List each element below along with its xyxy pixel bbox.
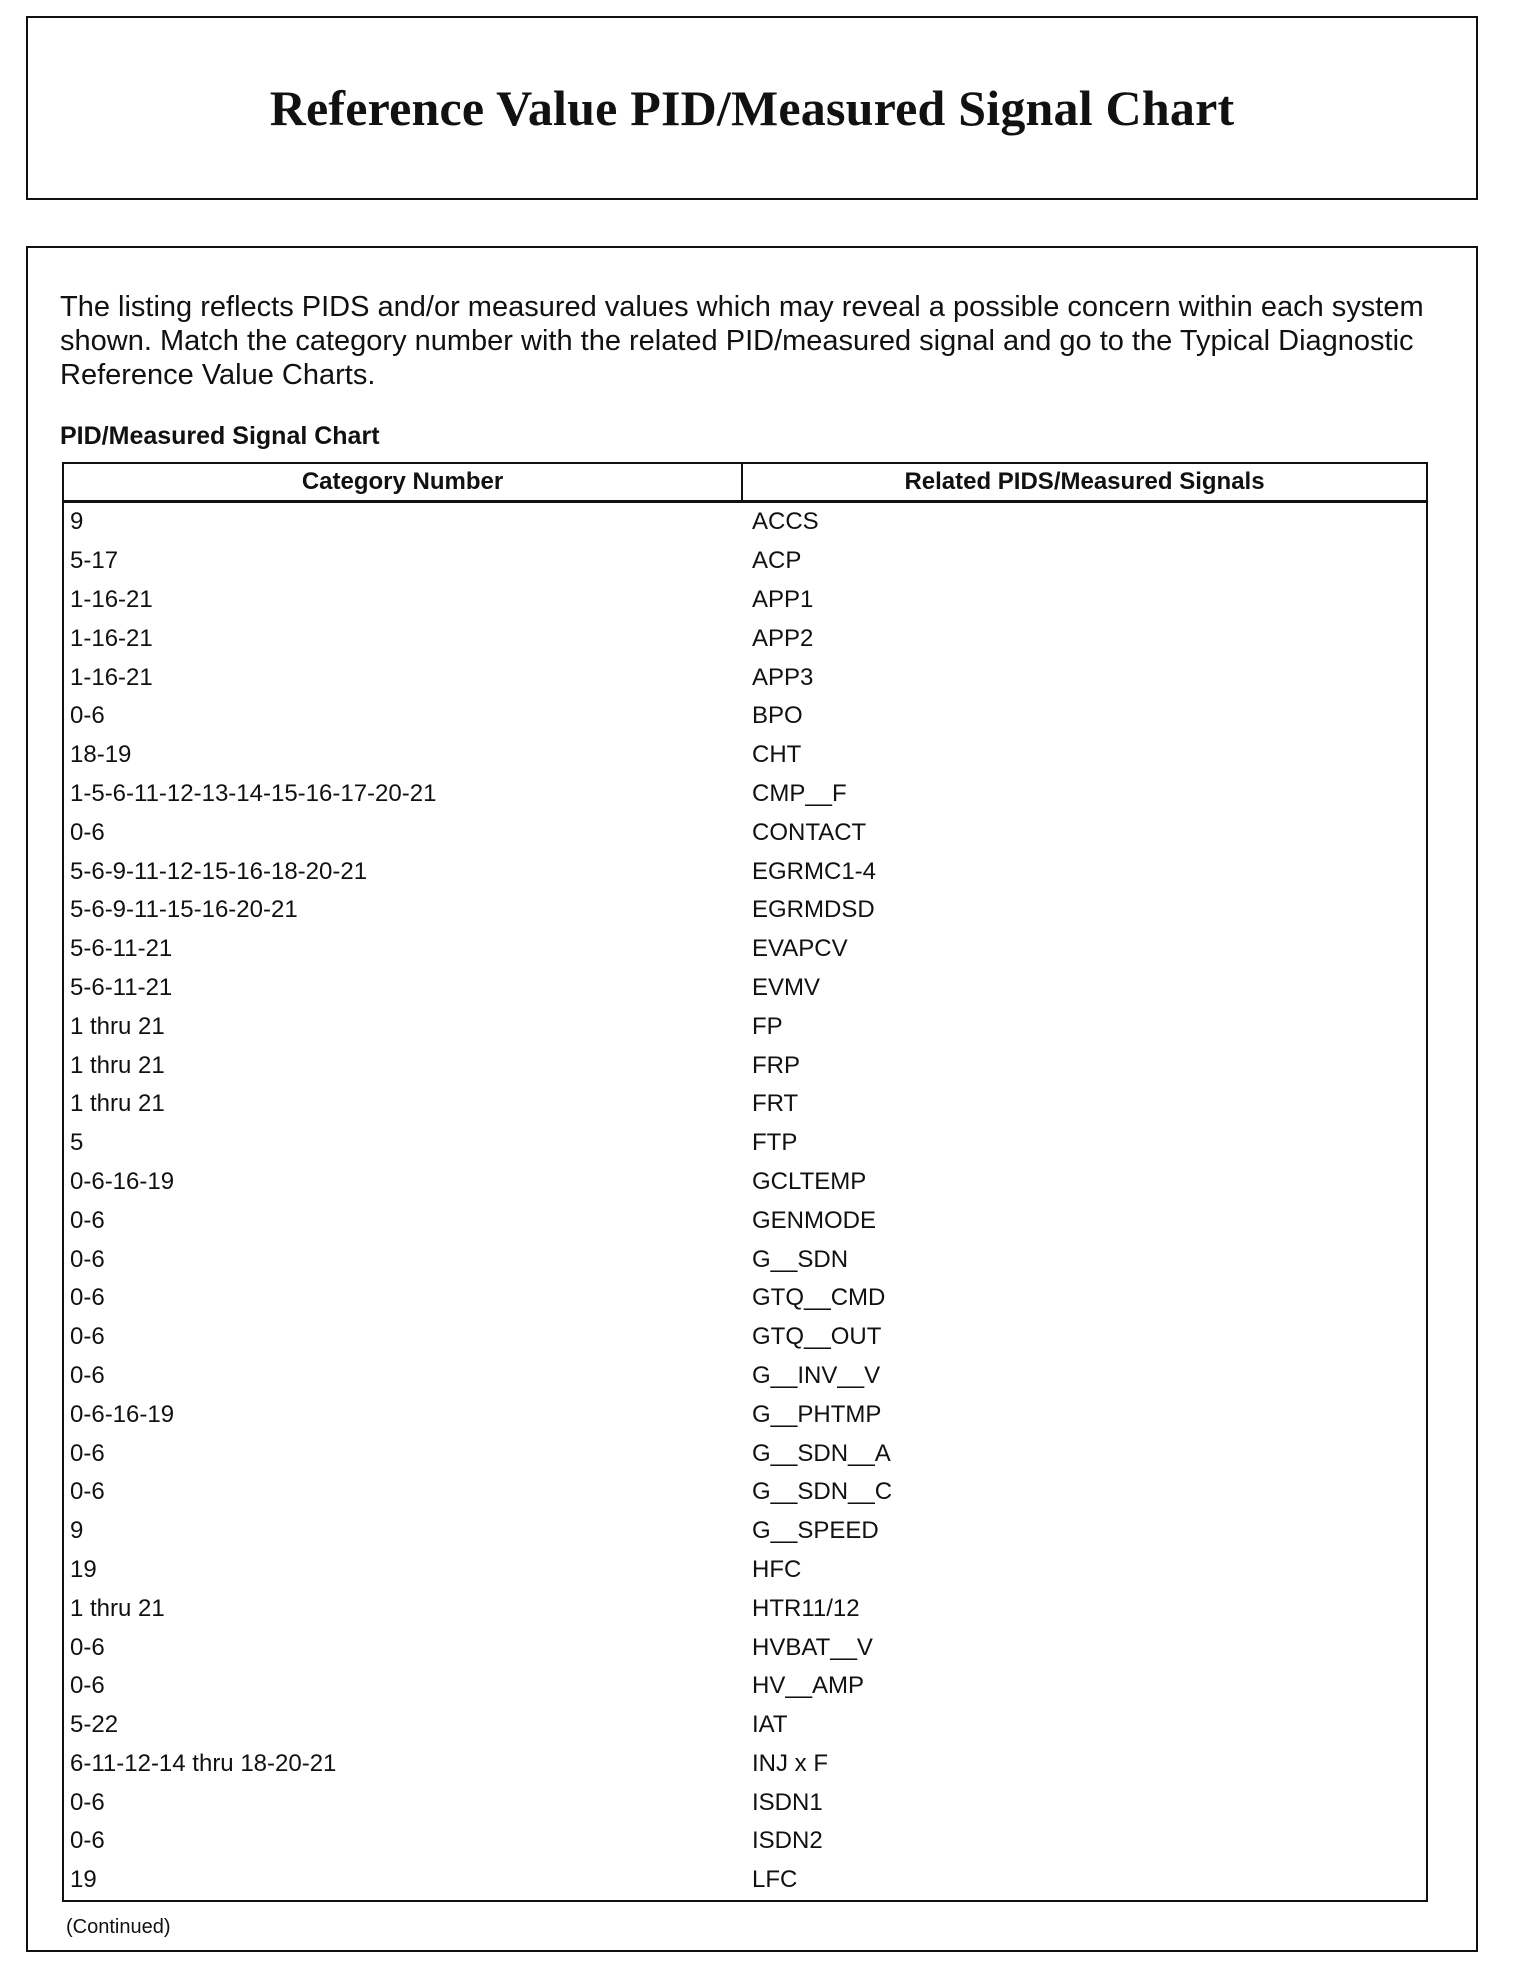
category-number-cell: 9 [70, 508, 84, 536]
header-category-number: Category Number [63, 463, 742, 502]
category-number-cell: 1-5-6-11-12-13-14-15-16-17-20-21 [70, 779, 437, 807]
category-number-cell: 1 thru 21 [70, 1594, 165, 1622]
signal-cell: FRT [752, 1090, 799, 1118]
table-row [63, 1357, 1427, 1396]
table-row [63, 1046, 1427, 1085]
table-row [63, 1628, 1427, 1667]
signal-cell: CMP__F [752, 779, 847, 807]
category-number-cell: 6-11-12-14 thru 18-20-21 [70, 1749, 337, 1777]
table-row [63, 1589, 1427, 1628]
category-number-cell: 5-17 [70, 547, 119, 575]
table-row [63, 542, 1427, 581]
title-box [26, 16, 1478, 200]
category-number-cell: 0-6 [70, 1439, 105, 1467]
signal-cell: G__SPEED [752, 1517, 879, 1545]
table-row [63, 969, 1427, 1008]
category-number-cell: 0-6 [70, 1245, 105, 1273]
signal-cell: APP2 [752, 624, 814, 652]
signal-cell: APP1 [752, 585, 814, 613]
main-box [26, 246, 1478, 1952]
signal-cell: HVBAT__V [752, 1633, 873, 1661]
category-number-cell: 0-6 [70, 818, 105, 846]
category-number-cell: 19 [70, 1866, 97, 1894]
table-row [63, 697, 1427, 736]
table-row [63, 619, 1427, 658]
signal-cell: FP [752, 1012, 783, 1040]
category-number-cell: 0-6 [70, 1361, 105, 1389]
category-number-cell: 0-6 [70, 1478, 105, 1506]
pid-signal-table [62, 462, 1428, 1902]
intro-paragraph: The listing reflects PIDS and/or measured values which may reveal a possible concern within each system shown. Match the category number with the related PID/measured signal and go to the Typical Diagnostic Reference Value Charts. [60, 291, 1424, 391]
table-row [63, 581, 1427, 620]
table-row [63, 1667, 1427, 1706]
category-number-cell: 18-19 [70, 741, 132, 769]
category-number-cell: 0-6 [70, 1827, 105, 1855]
table-row [63, 1007, 1427, 1046]
signal-cell: ISDN1 [752, 1788, 823, 1816]
table-row [63, 930, 1427, 969]
category-number-cell: 1 thru 21 [70, 1090, 165, 1118]
category-number-cell: 1-16-21 [70, 663, 153, 691]
category-number-cell: 5-6-9-11-15-16-20-21 [70, 896, 298, 924]
table-row [63, 1240, 1427, 1279]
header-related-signals: Related PIDS/Measured Signals [742, 463, 1427, 502]
category-number-cell: 0-6 [70, 1672, 105, 1700]
signal-cell: GTQ__CMD [752, 1284, 886, 1312]
signal-cell: EVMV [752, 973, 821, 1001]
table-row [63, 1395, 1427, 1434]
category-number-cell: 0-6 [70, 1284, 105, 1312]
table-row [63, 1822, 1427, 1861]
signal-cell: EGRMDSD [752, 896, 875, 924]
signal-cell: GCLTEMP [752, 1167, 867, 1195]
signal-cell: ACP [752, 547, 802, 575]
table-row [63, 852, 1427, 891]
signal-cell: G__SDN [752, 1245, 849, 1273]
signal-cell: EVAPCV [752, 935, 848, 963]
category-number-cell: 0-6 [70, 1323, 105, 1351]
table-row [63, 1201, 1427, 1240]
signal-cell: LFC [752, 1866, 798, 1894]
signal-cell: INJ x F [752, 1749, 828, 1777]
table-row [63, 891, 1427, 930]
table-header-row [63, 463, 1427, 502]
category-number-cell: 1 thru 21 [70, 1012, 165, 1040]
category-number-cell: 5 [70, 1129, 84, 1157]
table-row [63, 1706, 1427, 1745]
category-number-cell: 5-6-11-21 [70, 973, 173, 1001]
category-number-cell: 5-6-11-21 [70, 935, 173, 963]
signal-cell: FTP [752, 1129, 798, 1157]
page-title: Reference Value PID/Measured Signal Chart [269, 80, 1235, 136]
table-row [63, 1861, 1427, 1901]
signal-cell: ISDN2 [752, 1827, 823, 1855]
signal-cell: G__INV__V [752, 1361, 881, 1389]
table-row [63, 1085, 1427, 1124]
table-row [63, 1163, 1427, 1202]
table-row [63, 1551, 1427, 1590]
table-row [63, 1473, 1427, 1512]
table-row [63, 1124, 1427, 1163]
category-number-cell: 19 [70, 1555, 97, 1583]
table-row [63, 658, 1427, 697]
category-number-cell: 1-16-21 [70, 624, 153, 652]
table-row [63, 502, 1427, 542]
signal-cell: CONTACT [752, 818, 867, 846]
category-number-cell: 0-6-16-19 [70, 1167, 175, 1195]
table-row [63, 1512, 1427, 1551]
table-row [63, 1745, 1427, 1784]
category-number-cell: 0-6-16-19 [70, 1400, 175, 1428]
category-number-cell: 0-6 [70, 702, 105, 730]
category-number-cell: 0-6 [70, 1788, 105, 1816]
table-row [63, 1279, 1427, 1318]
category-number-cell: 0-6 [70, 1206, 105, 1234]
table-row [63, 813, 1427, 852]
signal-cell: HV__AMP [752, 1672, 865, 1700]
continued-note: (Continued) [66, 1916, 171, 1938]
signal-cell: EGRMC1-4 [752, 857, 877, 885]
table-row [63, 1318, 1427, 1357]
signal-cell: IAT [752, 1711, 788, 1739]
table-body [63, 502, 1427, 1901]
signal-cell: G__SDN__C [752, 1478, 893, 1506]
signal-cell: G__SDN__A [752, 1439, 891, 1467]
category-number-cell: 5-22 [70, 1711, 119, 1739]
table-row [63, 736, 1427, 775]
signal-cell: HTR11/12 [752, 1594, 860, 1622]
category-number-cell: 9 [70, 1517, 84, 1545]
category-number-cell: 5-6-9-11-12-15-16-18-20-21 [70, 857, 368, 885]
table-row [63, 1783, 1427, 1822]
category-number-cell: 1-16-21 [70, 585, 153, 613]
chart-title: PID/Measured Signal Chart [60, 422, 380, 450]
category-number-cell: 0-6 [70, 1633, 105, 1661]
signal-cell: FRP [752, 1051, 800, 1079]
signal-cell: APP3 [752, 663, 814, 691]
table-row [63, 1434, 1427, 1473]
category-number-cell: 1 thru 21 [70, 1051, 165, 1079]
signal-cell: G__PHTMP [752, 1400, 882, 1428]
signal-cell: CHT [752, 741, 802, 769]
signal-cell: ACCS [752, 508, 819, 536]
table-row [63, 775, 1427, 814]
signal-cell: BPO [752, 702, 803, 730]
signal-cell: HFC [752, 1555, 802, 1583]
signal-cell: GENMODE [752, 1206, 877, 1234]
signal-cell: GTQ__OUT [752, 1323, 882, 1351]
